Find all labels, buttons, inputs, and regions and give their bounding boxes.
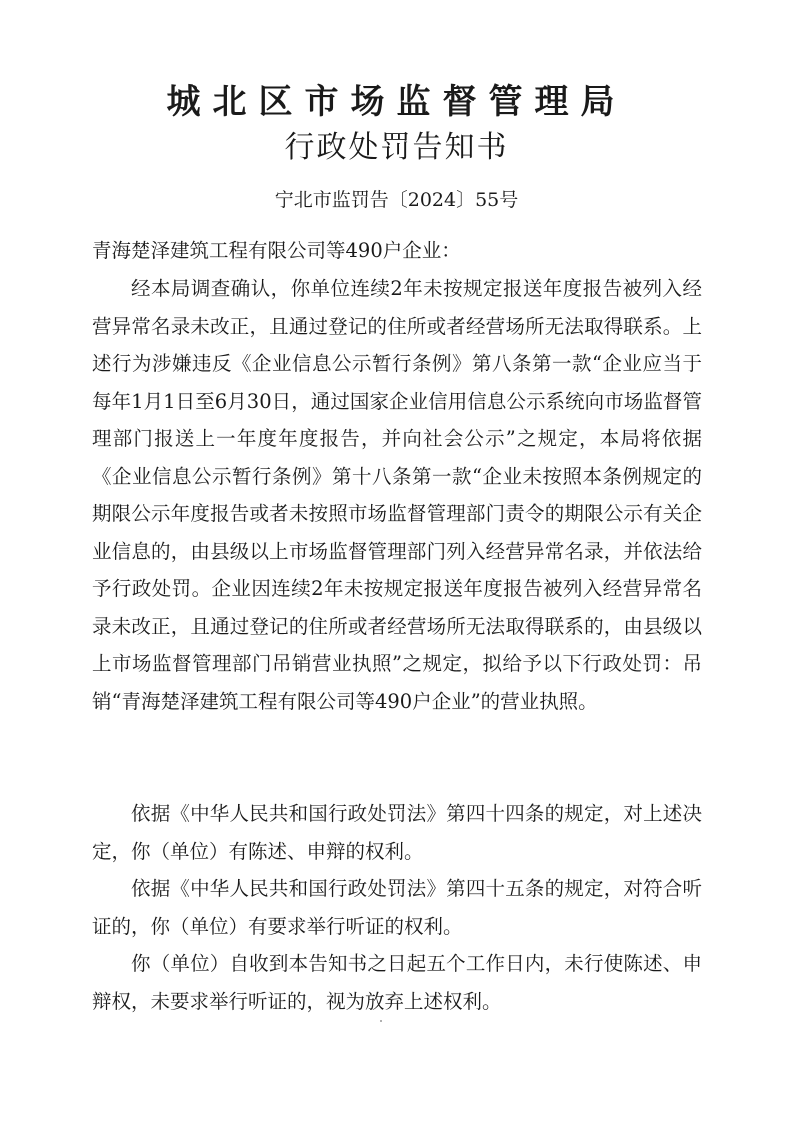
document-title: 行政处罚告知书 bbox=[284, 130, 509, 165]
paragraph-findings: 经本局调查确认，你单位连续2年未按规定报送年度报告被列入经营异常名录未改正，且通过登记的住所或者经营场所无法取得联系。上述行为涉嫌违反《企业信息公示暂行条例》第八条第一款“企业应当于每年1月1日至6月30日，通过国家企业信用信息公示系统向市场监督管理部门报送上一年度年度报告，并向社会公示”之规定，本局将依据《企业信息公示暂行条例》第十八条第一款“企业未按照本条例规定的期限公示年度报告或者未按照市场监督管理部门责令的期限公示有关企业信息的，由县级以上市场监督管理部门列入经营异常名录，并依法给予行政处罚。企业因连续2年未按规定报送年度报告被列入经营异常名录未改正，且通过登记的住所或者经营场所无法取得联系的，由县级以上市场监督管理部门吊销营业执照”之规定，拟给予以下行政处罚：吊销“青海楚泽建筑工程有限公司等490户企业”的营业执照。 bbox=[92, 277, 702, 713]
paragraph-right-to-defend: 依据《中华人民共和国行政处罚法》第四十四条的规定，对上述决定，你（单位）有陈述、申辩的权利。 bbox=[92, 802, 702, 863]
paragraph-right-to-hearing: 依据《中华人民共和国行政处罚法》第四十五条的规定，对符合听证的，你（单位）有要求举行听证的权利。 bbox=[92, 877, 702, 938]
issuing-authority-title: 城北区市场监督管理局 bbox=[166, 82, 627, 122]
scan-speck bbox=[380, 1020, 382, 1022]
paragraph-deadline-notice: 你（单位）自收到本告知书之日起五个工作日内，未行使陈述、申辩权，未要求举行听证的，视为放弃上述权利。 bbox=[92, 952, 702, 1013]
document-number: 宁北市监罚告〔2024〕55号 bbox=[274, 189, 519, 211]
addressee: 青海楚泽建筑工程有限公司等490户企业： bbox=[92, 239, 461, 262]
